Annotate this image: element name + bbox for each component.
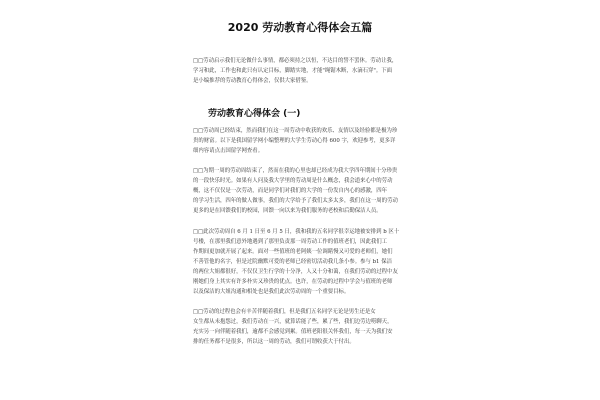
text-line: 以及保洁的大姐沟通和相处也是我们此次劳动周的一个重要目标。 bbox=[193, 289, 350, 295]
text-line: □□此次劳动周自 6 月 1 日至 6 月 5 日，我和我的五名同学很幸运地被安排到 b 区十 bbox=[193, 229, 400, 235]
paragraph-2 bbox=[193, 166, 428, 216]
text-line: 号楼，在那里我们意外地遇到了那里负责那一周劳动工作的值班老们，因此我们工 bbox=[193, 239, 388, 245]
text-line: 是小编推荐的劳动教育心得体会，仅供大家借鉴。 bbox=[193, 78, 312, 84]
text-line: 的一段快乐时光。如果有人问及我大学里的劳动周是什么概念，我会道来心中的劳动 bbox=[193, 178, 393, 184]
text-line: 充实另一向伴随着我们，逾都不会感觉到累。值班老阳很关怀我们，每一天为我们安 bbox=[193, 329, 393, 335]
text-line: 细内容请点击国留学网查看。 bbox=[193, 148, 264, 154]
paragraph-3 bbox=[193, 227, 428, 297]
text-line: □□劳动周已经结束，然而我们在这一周劳动中收获的欢乐、友情以及经验都是极为珍 bbox=[193, 128, 398, 134]
section-title: 劳动教育心得体会 (一) bbox=[208, 109, 301, 119]
text-line: 不善管他的名字，但是过院幽默可爱的老师已经密切活动我几条小参。参与 b1 保洁 bbox=[193, 259, 392, 265]
text-line: 学习和此，工作也和此只有认定目标，脚踏实地，才能"绳锯木断，水滴石穿"。下面 bbox=[193, 68, 393, 74]
text-line: 刚她们身上其实有许多朴实又珍贵的优点。也许，在劳动的过程中学会与值班的老师 bbox=[193, 279, 393, 285]
paragraph-4 bbox=[193, 307, 428, 347]
text-line: 的学习生活，四年的做人做事，我们的大学给予了我们太多太多，我们在这一周的劳动 bbox=[193, 198, 398, 204]
text-line: □□劳动启示我们无论做什么事情，都必须持之以恒，不达目的誓不罢休。劳动让我， bbox=[193, 58, 398, 64]
text-line: 贵的财富。以下是我国留学网小编整理的大学生劳动心得 600 字，欢迎参考，更多详 bbox=[193, 138, 396, 144]
text-line: □□劳动的过程也会有辛苦伴随着我们，但是我们五名同学无论是男生还是女 bbox=[193, 309, 376, 315]
text-line: 排的任务都不是很多，所以这一周的劳动，我们可谓收获大于付出。 bbox=[193, 339, 355, 345]
intro-paragraph bbox=[193, 56, 428, 86]
text-line: 女生都从未抱怨过，我们劳动在一兴，就算话能了些，累了些，我们边劳边唠聊天， bbox=[193, 319, 393, 325]
text-line: 作期间更加就开展了起来。面对一些值班的老阿姨一位调睹慢又可爱的老师们，她们 bbox=[193, 249, 393, 255]
text-line: 概，这不仅仅是一次劳动，而是同学们对我们的大学的一份发自内心的感激，四年 bbox=[193, 188, 388, 194]
text-line: □□为期一周的劳动周结束了，然而在我的心里也却已经成为我大学四年期间十分珍贵 bbox=[193, 168, 398, 174]
document-title: 2020 劳动教育心得体会五篇 bbox=[227, 21, 373, 34]
text-line: 的两位大姐都很好，不仅仅卫生行学的十分净，人又十分和蔼，在我们劳动的过程中友 bbox=[193, 269, 398, 275]
text-line: 更多的是在回馈我们的校园，回馈一向以来为我们服务的老校和后勤保洁人员。 bbox=[193, 208, 382, 214]
paragraph-1 bbox=[193, 126, 428, 156]
